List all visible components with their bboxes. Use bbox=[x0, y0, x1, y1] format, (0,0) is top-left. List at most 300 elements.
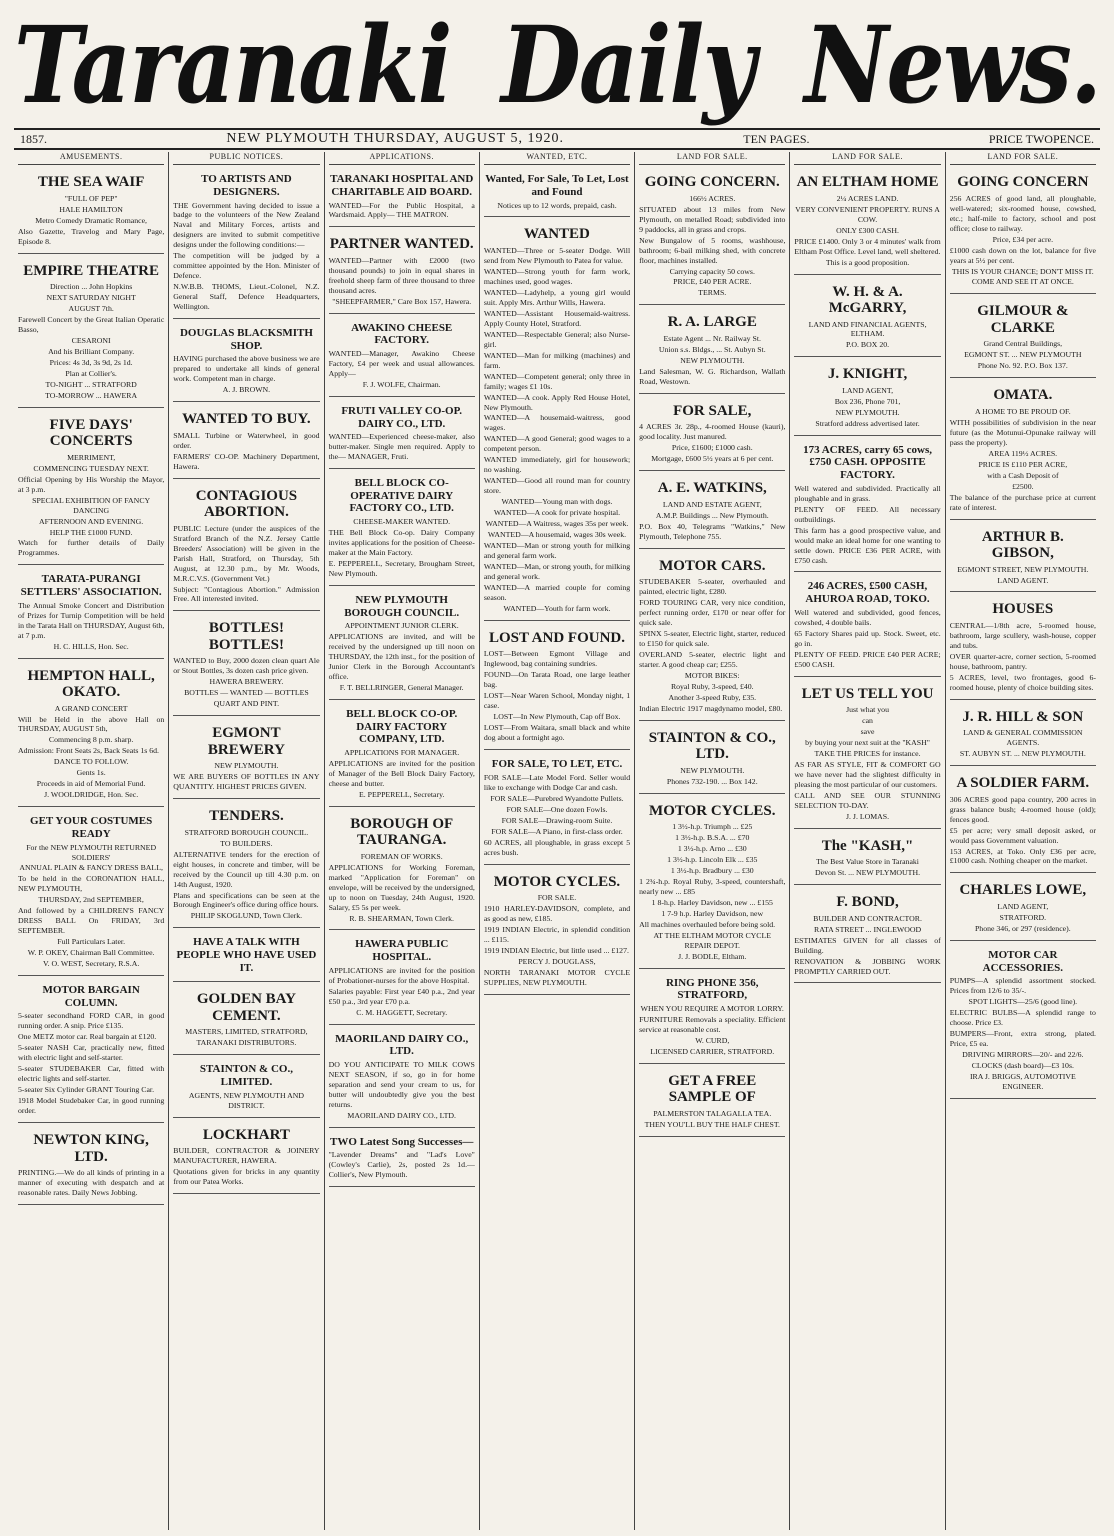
ad-title: Wanted, For Sale, To Let, Lost and Found bbox=[485, 173, 629, 198]
ad-text-line: 1 3½-h.p. Triumph ... £25 bbox=[672, 822, 753, 832]
ad-text-line: MAORILAND DAIRY CO., LTD. bbox=[347, 1110, 456, 1120]
columns-container bbox=[14, 152, 1100, 1530]
ad-text-line: J. J. LOMAS. bbox=[845, 811, 890, 821]
advertisement bbox=[484, 624, 630, 750]
ad-text-line: COMMENCING TUESDAY NEXT. bbox=[33, 463, 149, 473]
ad-title: LET US TELL YOU bbox=[801, 685, 934, 702]
ad-text-line: THE Bell Block Co-op. Dairy Company invites applications for the position of Cheese-maker at the Main Factory. bbox=[328, 528, 475, 557]
ad-text-line: ONLY £300 CASH. bbox=[836, 225, 899, 235]
ad-title: GET A FREE SAMPLE OF bbox=[668, 1072, 757, 1106]
masthead-word-3: News. bbox=[804, 2, 1100, 128]
ad-text-line: Estate Agent ... Nr. Railway St. bbox=[663, 333, 761, 343]
masthead bbox=[14, 2, 1100, 128]
ad-text-line: PALMERSTON TALAGALLA TEA. bbox=[653, 1108, 772, 1118]
ad-text-line: 1 2¾-h.p. Royal Ruby, 3-speed, countershaft, nearly new ... £85 bbox=[639, 876, 786, 896]
ad-text-line: DO YOU ANTICIPATE TO MILK COWS NEXT SEASON, if so, go in for home separation and send your cream to us, for butter will undoubtedly give you the best returns. bbox=[328, 1059, 475, 1109]
ad-title: NEW PLYMOUTH BOROUGH COUNCIL. bbox=[344, 593, 460, 619]
ad-title: THE SEA WAIF bbox=[37, 174, 145, 191]
advertisement bbox=[950, 703, 1096, 766]
ad-title: TO ARTISTS AND DESIGNERS. bbox=[201, 173, 292, 198]
advertisement bbox=[950, 168, 1096, 294]
ad-text-line: PHILIP SKOGLUND, Town Clerk. bbox=[190, 911, 303, 921]
column-header: PUBLIC NOTICES. bbox=[173, 152, 319, 165]
ad-title: EMPIRE THEATRE bbox=[23, 262, 159, 279]
ad-text-line: WANTED—A Waitress, wages 35s per week. bbox=[485, 519, 629, 529]
ad-title: HEMPTON HALL, OKATO. bbox=[27, 667, 155, 701]
advertisement bbox=[950, 381, 1096, 519]
ad-text-line: PLENTY OF FEED. PRICE £40 PER ACRE; £500 CASH. bbox=[794, 649, 941, 669]
ad-text-line: NEW PLYMOUTH. bbox=[835, 407, 900, 417]
ad-text-line: FOREMAN OF WORKS. bbox=[360, 851, 443, 861]
ad-text-line: F. J. WOLFE, Chairman. bbox=[362, 379, 441, 389]
ad-text-line: FOUND—On Tarata Road, one large leather bag. bbox=[483, 670, 631, 690]
ad-title: MOTOR CYCLES. bbox=[649, 802, 776, 819]
ad-title: GOLDEN BAY CEMENT. bbox=[196, 991, 296, 1024]
ad-title: TARATA-PURANGI SETTLERS' ASSOCIATION. bbox=[20, 573, 162, 599]
ad-text-line: STRATFORD BOROUGH COUNCIL. bbox=[184, 827, 309, 837]
ad-text-line: Watch for further details of Daily Programmes. bbox=[18, 538, 165, 558]
ad-text-line: Well watered and subdivided. Practically all ploughable and in grass. bbox=[794, 483, 941, 503]
ad-text-line: FURNITURE Removals a speciality. Efficient service at reasonable cost. bbox=[639, 1014, 786, 1034]
ad-text-line: Quotations given for bricks in any quantity from our Patea Works. bbox=[173, 1166, 320, 1186]
ad-title: CONTAGIOUS ABORTION. bbox=[195, 487, 298, 521]
ad-text-line: OVER quarter-acre, corner section, 5-roomed house, bathroom, pantry. bbox=[949, 651, 1096, 671]
ad-text-line: BUILDER AND CONTRACTOR. bbox=[813, 913, 922, 923]
advertisement bbox=[794, 888, 940, 983]
ad-text-line: Price, £34 per acre. bbox=[992, 234, 1054, 244]
ad-title: GET YOUR COSTUMES READY bbox=[30, 815, 153, 840]
ad-text-line: WANTED—For the Public Hospital, a Wardsmaid. Apply— THE MATRON. bbox=[328, 200, 475, 220]
ad-text-line: WANTED—Three or 5-seater Dodge. Will send from New Plymouth to Patea for value. bbox=[483, 245, 631, 265]
advertisement bbox=[18, 257, 164, 408]
ad-text-line: 5-seater STUDEBAKER Car, fitted with electric lights and self-starter. bbox=[18, 1064, 165, 1084]
ad-title: LOCKHART bbox=[202, 1126, 290, 1143]
ad-text-line: Farewell Concert by the Great Italian Operatic Basso, bbox=[18, 314, 165, 334]
ad-text-line: Commencing 8 p.m. sharp. bbox=[48, 735, 134, 745]
ad-title: J. KNIGHT, bbox=[827, 366, 908, 383]
ad-text-line: OVERLAND 5-seater, electric light and starter. A good cheap car; £255. bbox=[639, 649, 786, 669]
ad-text-line: PRICE, £40 PER ACRE. bbox=[673, 277, 752, 287]
ad-text-line: 1 3½-h.p. B.S.A. ... £70 bbox=[675, 833, 750, 843]
ad-text-line: LAND AND FINANCIAL AGENTS, ELTHAM. bbox=[808, 319, 927, 339]
ad-text-line: AS FAR AS STYLE, FIT & COMFORT GO we have never had the slightest difficulty in pleasing the most particular of our customers. bbox=[794, 759, 941, 789]
advertisement bbox=[794, 168, 940, 274]
ad-text-line: QUART AND PINT. bbox=[213, 699, 280, 709]
ad-text-line: This farm has a good prospective value, and would make an ideal home for one wanting to settle down. PRICE £36 PER ACRE, with £750 cash. bbox=[794, 525, 941, 565]
column-header: AMUSEMENTS. bbox=[18, 152, 164, 165]
ad-title: EGMONT BREWERY bbox=[207, 725, 285, 758]
masthead-word-1: Taranaki bbox=[14, 2, 451, 128]
ad-text-line: TARANAKI DISTRIBUTORS. bbox=[196, 1038, 297, 1048]
advertisement bbox=[950, 876, 1096, 940]
ad-text-line: A HOME TO BE PROUD OF. bbox=[974, 406, 1071, 416]
ad-text-line: TO BUILDERS. bbox=[220, 838, 273, 848]
column-3 bbox=[325, 152, 480, 1530]
ad-text-line: IRA J. BRIGGS, AUTOMOTIVE ENGINEER. bbox=[969, 1071, 1076, 1091]
advertisement bbox=[329, 230, 475, 313]
ad-text-line: J. WOOLDRIDGE, Hon. Sec. bbox=[44, 790, 139, 800]
ad-text-line: 306 ACRES good papa country, 200 acres in grass balance bush; 4-roomed house (old); fences good. bbox=[949, 794, 1096, 824]
ad-text-line: PRICE IS £110 PER ACRE, bbox=[978, 459, 1068, 469]
ad-text-line: HAWERA BREWERY. bbox=[209, 677, 284, 687]
ad-text-line: "FULL OF PEP" bbox=[64, 193, 118, 203]
advertisement bbox=[329, 589, 475, 700]
ad-text-line: FARMERS' CO-OP. Machinery Department, Hawera. bbox=[173, 451, 320, 471]
advertisement bbox=[329, 472, 475, 586]
ad-title: MOTOR CAR ACCESSORIES. bbox=[982, 948, 1064, 974]
ad-title: NEWTON KING, LTD. bbox=[33, 1132, 149, 1165]
advertisement bbox=[173, 985, 319, 1055]
ad-text-line: Phones 732-190. ... Box 142. bbox=[666, 776, 758, 786]
ad-text-line: WANTED—A housemaid-waitress, good wages. bbox=[483, 413, 631, 433]
ad-text-line: WANTED—Partner with £2000 (two thousand pounds) to join in equal shares in freehold sheep farm of three thousand to three thousand acres. bbox=[328, 255, 475, 295]
advertisement bbox=[173, 719, 319, 799]
established-year: 1857. bbox=[20, 131, 47, 146]
ad-text-line: AREA 119½ ACRES. bbox=[988, 448, 1058, 458]
advertisement bbox=[329, 933, 475, 1024]
ad-text-line: SPOT LIGHTS—25/6 (good line). bbox=[968, 997, 1078, 1007]
ad-title: W. H. & A. McGARRY, bbox=[828, 283, 907, 317]
ad-text-line: F. T. BELLRINGER, General Manager. bbox=[339, 682, 464, 692]
ad-text-line: Well watered and subdivided, good fences, cowshed, 4 double bails. bbox=[794, 607, 941, 627]
ad-text-line: LAND AND ESTATE AGENT, bbox=[662, 499, 762, 509]
ad-text-line: RATA STREET ... INGLEWOOD bbox=[814, 924, 922, 934]
ad-title: MOTOR CARS. bbox=[659, 557, 766, 574]
ad-text-line: BUMPERS—Front, extra strong, plated. Price, £5 ea. bbox=[949, 1028, 1096, 1048]
ad-title: FIVE DAYS' CONCERTS bbox=[49, 416, 133, 450]
ad-title: GILMOUR & CLARKE bbox=[977, 303, 1069, 336]
ad-text-line: E. PEPPERELL, Secretary. bbox=[358, 789, 445, 799]
ad-title: WANTED TO BUY. bbox=[182, 411, 311, 428]
ad-text-line: WANTED—A good General; good wages to a competent person. bbox=[483, 434, 631, 454]
ad-title: HOUSES bbox=[992, 601, 1054, 618]
ad-text-line: W. P. OKEY, Chairman Ball Committee. bbox=[27, 948, 155, 958]
ad-text-line: WANTED—A housemaid, wages 30s week. bbox=[487, 530, 627, 540]
ad-title: MOTOR CYCLES. bbox=[493, 873, 621, 890]
ad-text-line: LOST—Between Egmont Village and Inglewood, bag containing sundries. bbox=[483, 649, 631, 669]
ad-text-line: "Lavender Dreams" and "Lad's Love" (Cowley's Carlie), 2s, posted 2s 1d.—Collier's, New Plymouth. bbox=[328, 1150, 475, 1180]
ad-text-line: A. J. BROWN. bbox=[222, 385, 271, 395]
ad-text-line: Grand Central Buildings, bbox=[983, 339, 1063, 349]
ad-text-line: FOR SALE—Late Model Ford. Seller would like to exchange with Dodge Car and cash. bbox=[483, 772, 631, 792]
ad-text-line: Prices: 4s 3d, 3s 9d, 2s 1d. bbox=[49, 357, 133, 367]
ad-title: The "KASH," bbox=[821, 837, 914, 854]
ad-text-line: 5-seater NASH Car, practically new, fitted with electric light and self-starter. bbox=[18, 1043, 165, 1063]
ad-text-line: EGMONT STREET, NEW PLYMOUTH. bbox=[957, 564, 1089, 574]
ad-text-line: The competition will be judged by a committee appointed by the Hon. Minister of Defence. bbox=[173, 251, 320, 281]
advertisement bbox=[329, 1028, 475, 1128]
ad-text-line: £1000 cash down on the lot, balance for five years at 5½ per cent. bbox=[949, 245, 1096, 265]
ad-title: DOUGLAS BLACKSMITH SHOP. bbox=[179, 327, 313, 352]
advertisement bbox=[794, 278, 940, 358]
ad-text-line: Mortgage, £600 5½ years at 6 per cent. bbox=[651, 454, 774, 464]
ad-text-line: ANNUAL PLAIN & FANCY DRESS BALL, bbox=[19, 863, 163, 873]
ad-text-line: CESARONI bbox=[71, 335, 111, 345]
ad-title: R. A. LARGE bbox=[667, 314, 757, 331]
ad-text-line: NORTH TARANAKI MOTOR CYCLE SUPPLIES, NEW PLYMOUTH. bbox=[483, 967, 631, 987]
ad-title: 173 ACRES, carry 65 cows, £750 CASH. OPPOSITE FACTORY. bbox=[803, 443, 933, 482]
ad-text-line: Will be Held in the above Hall on THURSDAY, AUGUST 5th, bbox=[18, 714, 165, 734]
advertisement bbox=[173, 405, 319, 478]
ad-text-line: CLOCKS (dash board)—£3 10s. bbox=[971, 1060, 1074, 1070]
ad-title: AN ELTHAM HOME bbox=[796, 174, 939, 191]
advertisement bbox=[950, 523, 1096, 593]
ad-text-line: WANTED—A married couple for coming season. bbox=[483, 582, 631, 602]
ad-text-line: 166½ ACRES. bbox=[689, 193, 736, 203]
ad-text-line: HALE HAMILTON bbox=[59, 204, 123, 214]
ad-text-line: WANTED—Good all round man for country store. bbox=[483, 476, 631, 496]
ad-text-line: 1 3½-h.p. Lincoln Elk ... £35 bbox=[667, 854, 758, 864]
ad-text-line: And followed by a CHILDREN'S FANCY DRESS BALL On FRIDAY, 3rd SEPTEMBER. bbox=[18, 906, 165, 936]
ad-text-line: Carrying capacity 50 cows. bbox=[669, 266, 755, 276]
ad-text-line: save bbox=[860, 727, 875, 736]
ad-text-line: WANTED to Buy, 2000 dozen clean quart Ale or Stout Bottles, 3s dozen cash price given. bbox=[173, 656, 320, 676]
ad-text-line: COME AND SEE IT AT ONCE. bbox=[971, 277, 1074, 287]
ad-text-line: The Annual Smoke Concert and Distribution of Prizes for Turnip Competition will be held in the Tarata Hall on THURSDAY, August 6th, at 7 p.m. bbox=[18, 600, 165, 640]
advertisement bbox=[173, 168, 319, 319]
ad-title: BELL BLOCK CO-OPERATIVE DAIRY FACTORY CO., LTD. bbox=[349, 477, 454, 515]
dateline bbox=[14, 128, 1100, 150]
ad-text-line: 1 7-9 h.p. Harley Davidson, new bbox=[661, 908, 764, 918]
ad-text-line: E. PEPPERELL, Secretary, Brougham Street, New Plymouth. bbox=[328, 558, 475, 578]
ad-text-line: SPINX 5-seater, Electric light, starter, reduced to £150 for quick sale. bbox=[639, 628, 786, 648]
ad-title: J. R. HILL & SON bbox=[962, 708, 1084, 725]
ad-text-line: 5 ACRES, level, two frontages, good 6-roomed house, plenty of choice building sites. bbox=[949, 672, 1096, 692]
ad-text-line: NEW PLYMOUTH. bbox=[214, 761, 279, 771]
ad-text-line: Union s.s. Bldgs., ... St. Aubyn St. bbox=[658, 344, 766, 354]
ad-text-line: 2¼ ACRES LAND. bbox=[836, 193, 899, 203]
ad-text-line: FORD TOURING CAR, very nice condition, perfect running order, £170 or near offer for quick sale. bbox=[639, 597, 786, 627]
ad-text-line: APPLICATIONS are invited, and will be received by the undersigned up till noon on THURSDAY, the 12th inst., for the position of Junior Clerk in the Borough Accountant's office. bbox=[328, 632, 475, 681]
ad-text-line: can bbox=[862, 716, 873, 726]
advertisement bbox=[484, 168, 630, 217]
ad-text-line: LAND AGENT, bbox=[842, 385, 894, 395]
advertisement bbox=[794, 439, 940, 573]
ad-text-line: Just what you bbox=[846, 705, 889, 715]
ad-text-line: LOST—Near Waren School, Monday night, 1 case. bbox=[483, 691, 631, 711]
ad-text-line: HAVING purchased the above business we are prepared to undertake all kinds of general work. Competent man in charge. bbox=[173, 354, 320, 384]
ad-text-line: W. CURD, bbox=[695, 1035, 730, 1045]
ad-text-line: Gents 1s. bbox=[76, 768, 106, 778]
advertisement bbox=[950, 769, 1096, 873]
ad-text-line: P.O. Box 40, Telegrams "Watkins," New Plymouth, Telephone 755. bbox=[639, 521, 786, 541]
ad-text-line: Price, £1600; £1000 cash. bbox=[671, 443, 753, 453]
ad-text-line: ST. AUBYN ST. ... NEW PLYMOUTH. bbox=[959, 749, 1086, 759]
ad-text-line: Subject: "Contagious Abortion." Admission Free. All interested invited. bbox=[173, 584, 320, 604]
ad-text-line: WANTED—Man or strong youth for milking and general farm work. bbox=[483, 541, 631, 561]
ad-title: 246 ACRES, £500 CASH, AHUROA ROAD, TOKO. bbox=[805, 580, 930, 606]
ad-text-line: PERCY J. DOUGLASS, bbox=[518, 956, 596, 966]
ad-text-line: To be held in the CORONATION HALL, NEW PLYMOUTH, bbox=[18, 874, 165, 894]
column-header: WANTED, ETC. bbox=[484, 152, 630, 165]
ad-text-line: FOR SALE—One dozen Fowls. bbox=[506, 804, 608, 814]
ad-title: AWAKINO CHEESE FACTORY. bbox=[351, 321, 453, 347]
ad-text-line: Also Gazette, Travelog and Mary Page, Episode 8. bbox=[18, 226, 165, 246]
advertisement bbox=[639, 308, 785, 393]
ad-text-line: H. C. HILLS, Hon. Sec. bbox=[53, 641, 129, 651]
ad-text-line: Admission: Front Seats 2s, Back Seats 1s 6d. bbox=[18, 746, 159, 756]
ad-text-line: PRICE £1400. Only 3 or 4 minutes' walk from Eltham Post Office. Level land, well sheltered. bbox=[794, 236, 941, 256]
ad-text-line: Royal Ruby, 3-speed, £40. bbox=[670, 681, 754, 691]
ad-text-line: SITUATED about 13 miles from New Plymouth, on metalled Road; subdivided into 9 paddocks, all in grass and crops. bbox=[639, 204, 786, 234]
ad-text-line: WITH possibilities of subdivision in the near future (as the Motunui-Opunake railway will pass the property). bbox=[949, 417, 1096, 447]
advertisement bbox=[639, 972, 785, 1064]
ad-text-line: £2500. bbox=[1012, 481, 1034, 491]
ad-title: MAORILAND DAIRY CO., LTD. bbox=[335, 1032, 469, 1058]
advertisement bbox=[794, 680, 940, 829]
ad-text-line: CENTRAL—1/8th acre, 5-roomed house, bathroom, large scullery, wash-house, copper and tubs. bbox=[949, 620, 1096, 650]
ad-text-line: Stratford address advertised later. bbox=[815, 418, 920, 428]
advertisement bbox=[639, 1067, 785, 1137]
advertisement bbox=[329, 810, 475, 931]
ad-title: HAVE A TALK WITH PEOPLE WHO HAVE USED IT. bbox=[176, 936, 317, 974]
ad-title: CHARLES LOWE, bbox=[959, 882, 1087, 899]
ad-text-line: Plans and specifications can be seen at the Borough Engineer's office during office hours. bbox=[173, 890, 320, 910]
ad-text-line: NEW PLYMOUTH. bbox=[680, 355, 745, 365]
ad-text-line: WANTED—Strong youth for farm work, machines used, good wages. bbox=[483, 266, 631, 286]
ad-text-line: Plan at Collier's. bbox=[65, 368, 117, 378]
ad-text-line: For the NEW PLYMOUTH RETURNED SOLDIERS' bbox=[26, 842, 157, 862]
ad-text-line: PUMPS—A splendid assortment stocked. Prices from 12/6 to 35/-. bbox=[949, 976, 1096, 996]
ad-text-line: FOR SALE—A Piano, in first-class order. bbox=[491, 826, 623, 836]
ad-text-line: WHEN YOU REQUIRE A MOTOR LORRY. bbox=[640, 1003, 784, 1013]
advertisement bbox=[950, 595, 1096, 699]
ad-text-line: R. B. SHEARMAN, Town Clerk. bbox=[349, 913, 454, 923]
ad-title: GOING CONCERN bbox=[957, 174, 1089, 191]
ad-text-line: STUDEBAKER 5-seater, overhauled and painted, electric light, £280. bbox=[639, 577, 786, 596]
ad-text-line: £5 per acre; very small deposit asked, or would pass Government valuation. bbox=[949, 825, 1096, 845]
column-header: LAND FOR SALE. bbox=[950, 152, 1096, 165]
ad-text-line: WANTED—A cook. Apply Red House Hotel, New Plymouth. bbox=[483, 392, 631, 412]
ad-text-line: 5-seater Six Cylinder GRANT Touring Car. bbox=[18, 1085, 155, 1095]
ad-text-line: WANTED—Experienced cheese-maker, also butter-maker. Single men required. Apply to the— MANAGER, Fruti. bbox=[328, 432, 475, 462]
ad-text-line: MASTERS, LIMITED, STRATFORD, bbox=[185, 1027, 308, 1037]
ad-text-line: One METZ motor car. Real bargain at £120. bbox=[18, 1032, 157, 1042]
ad-text-line: THURSDAY, 2nd SEPTEMBER, bbox=[38, 895, 144, 905]
ad-text-line: N.W.B.B. THOMS, Lieut.-Colonel, N.Z. General Staff, Defence Headquarters, Wellington. bbox=[173, 282, 320, 312]
ad-text-line: 1919 INDIAN Electric, but little used ... £127. bbox=[483, 945, 629, 955]
advertisement bbox=[173, 614, 319, 716]
ad-title: STAINTON & CO., LTD. bbox=[648, 729, 776, 763]
advertisement bbox=[18, 662, 164, 808]
ad-text-line: CHEESE-MAKER WANTED. bbox=[353, 517, 451, 527]
ad-text-line: Direction ... John Hopkins bbox=[49, 282, 133, 292]
ad-title: WANTED bbox=[524, 226, 590, 243]
ad-title: HAWERA PUBLIC HOSPITAL. bbox=[355, 938, 449, 964]
column-7 bbox=[946, 152, 1100, 1530]
column-header: APPLICATIONS. bbox=[329, 152, 475, 165]
ad-text-line: STRATFORD. bbox=[999, 912, 1047, 922]
ad-text-line: Full Particulars Later. bbox=[57, 937, 126, 947]
ad-text-line: J. J. BODLE, Eltham. bbox=[678, 951, 747, 961]
ad-text-line: PUBLIC Lecture (under the auspices of the Stratford Branch of the N.Z. Jersey Cattle Breeders' Association) will be given in the Parish Hall, Stratford, on Thursday, 5th August, at 12.30 p.m., by Mr. Woods, M.R.C.V.S. (Government Vet.) bbox=[173, 523, 320, 583]
ad-text-line: P.O. BOX 20. bbox=[845, 340, 890, 350]
ad-text-line: All machines overhauled before being sold. bbox=[639, 919, 776, 929]
advertisement bbox=[18, 810, 164, 976]
ad-text-line: WE ARE BUYERS OF BOTTLES IN ANY QUANTITY. HIGHEST PRICES GIVEN. bbox=[173, 772, 320, 792]
advertisement bbox=[950, 944, 1096, 1099]
ad-text-line: 1 3½-h.p. Bradbury ... £30 bbox=[670, 865, 754, 875]
ad-text-line: 1 3½-h.p. Arno ... £30 bbox=[677, 843, 747, 853]
ad-text-line: CALL AND SEE OUR STUNNING SELECTION TO-DAY. bbox=[794, 790, 941, 810]
column-5 bbox=[635, 152, 790, 1530]
ad-text-line: SPECIAL EXHIBITION OF FANCY DANCING bbox=[32, 495, 151, 515]
ad-text-line: LAND AGENT, bbox=[997, 901, 1049, 911]
ad-text-line: FOR SALE—Purebred Wyandotte Pullets. bbox=[490, 793, 624, 803]
ad-text-line: WANTED—Competent general; only three in family; wages £1 10s. bbox=[483, 371, 631, 391]
advertisement bbox=[18, 568, 164, 658]
ad-title: FOR SALE, bbox=[673, 402, 752, 419]
ad-text-line: RENOVATION & JOBBING WORK PROMPTLY CARRIED OUT. bbox=[794, 956, 941, 976]
ad-text-line: AUGUST 7th. bbox=[68, 304, 114, 314]
ad-text-line: Phone No. 92. P.O. Box 137. bbox=[977, 361, 1068, 371]
advertisement bbox=[329, 168, 475, 227]
column-6 bbox=[790, 152, 945, 1530]
ad-text-line: TAKE THE PRICES for instance. bbox=[814, 748, 921, 758]
ad-text-line: by buying your next suit at the "KASH" bbox=[805, 737, 930, 747]
ad-text-line: WANTED—Young man with dogs. bbox=[501, 497, 613, 507]
ad-title: RING PHONE 356, STRATFORD, bbox=[665, 976, 759, 1002]
ad-text-line: Another 3-speed Ruby, £35. bbox=[668, 692, 757, 702]
ad-text-line: Indian Electric 1917 magdynamo model, £80. bbox=[639, 703, 783, 713]
ad-text-line: 256 ACRES of good land, all ploughable, well-watered; six-roomed house, cowshed, etc.; half-mile to factory, school and post office; close to railway. bbox=[949, 193, 1096, 233]
ad-text-line: 5-seater secondhand FORD CAR, in good running order. A snip. Price £135. bbox=[18, 1011, 165, 1031]
ad-title: TENDERS. bbox=[209, 808, 284, 825]
advertisement bbox=[794, 832, 940, 885]
ad-title: F. BOND, bbox=[836, 894, 899, 911]
ad-text-line: Devon St. ... NEW PLYMOUTH. bbox=[815, 868, 921, 878]
advertisement bbox=[484, 753, 630, 864]
ad-text-line: C. M. HAGGETT, Secretary. bbox=[356, 1007, 448, 1017]
ad-text-line: Phone 346, or 297 (residence). bbox=[974, 923, 1071, 933]
ad-text-line: APPLICATIONS for Working Foreman, marked "Application for Foreman" on envelope, will be received by the undersigned, up to noon on Tuesday, 24th August, 1920. Salary, £5 5s per week. bbox=[328, 862, 475, 912]
ad-title: MOTOR BARGAIN COLUMN. bbox=[42, 984, 140, 1009]
ad-title: PARTNER WANTED. bbox=[329, 236, 474, 253]
ad-text-line: DANCE TO FOLLOW. bbox=[53, 757, 129, 767]
ad-text-line: DRIVING MIRRORS—20/- and 22/6. bbox=[962, 1049, 1084, 1059]
ad-text-line: WANTED immediately, girl for housework; no washing. bbox=[483, 455, 631, 475]
price: PRICE TWOPENCE. bbox=[988, 131, 1094, 146]
advertisement bbox=[18, 411, 164, 566]
ad-text-line: VERY CONVENIENT PROPERTY. RUNS A COW. bbox=[795, 204, 940, 224]
column-header: LAND FOR SALE. bbox=[639, 152, 785, 165]
ad-text-line: WANTED—Youth for farm work. bbox=[503, 603, 611, 613]
ad-text-line: LAND & GENERAL COMMISSION AGENTS. bbox=[963, 728, 1083, 748]
ad-title: TARANAKI HOSPITAL AND CHARITABLE AID BOARD. bbox=[330, 173, 474, 198]
ad-title: BELL BLOCK CO-OP. DAIRY FACTORY COMPANY, LTD. bbox=[346, 707, 458, 746]
column-2 bbox=[169, 152, 324, 1530]
ad-text-line: BUILDER, CONTRACTOR & JOINERY MANUFACTURER, HAWERA. bbox=[173, 1146, 320, 1165]
ad-text-line: APPLICATIONS are invited for the position of Probationer-nurses for the above Hospital. bbox=[328, 965, 475, 985]
ad-text-line: A.M.P. Buildings ... New Plymouth. bbox=[655, 510, 769, 520]
column-1 bbox=[14, 152, 169, 1530]
ad-text-line: FOR SALE. bbox=[537, 893, 577, 902]
ad-text-line: Metro Comedy Dramatic Romance, bbox=[35, 215, 147, 225]
advertisement bbox=[329, 1131, 475, 1188]
ad-text-line: ALTERNATIVE tenders for the erection of eight houses, in concrete and timber, will be received by the Council up till 4.30 p.m. on 14th August, 1920. bbox=[173, 849, 320, 889]
advertisement bbox=[173, 322, 319, 402]
ad-title: BOROUGH OF TAURANGA. bbox=[350, 815, 454, 849]
advertisement bbox=[173, 802, 319, 928]
ad-text-line: Official Opening by His Worship the Mayor, at 3 p.m. bbox=[18, 474, 165, 494]
ad-text-line: AT THE ELTHAM MOTOR CYCLE REPAIR DEPOT. bbox=[653, 930, 772, 950]
ad-text-line: V. O. WEST, Secretary, R.S.A. bbox=[42, 959, 140, 969]
ad-text-line: AGENTS, NEW PLYMOUTH AND DISTRICT. bbox=[188, 1090, 304, 1110]
advertisement bbox=[794, 360, 940, 435]
ad-text-line: PRINTING.—We do all kinds of printing in a manner of executing with despatch and at reasonable rates. Daily News Jobbing. bbox=[18, 1168, 165, 1198]
ad-text-line: The Best Value Store in Taranaki bbox=[816, 857, 919, 867]
ad-text-line: WANTED—Assistant Housemaid-waitress. Apply County Hotel, Stratford. bbox=[483, 308, 631, 328]
